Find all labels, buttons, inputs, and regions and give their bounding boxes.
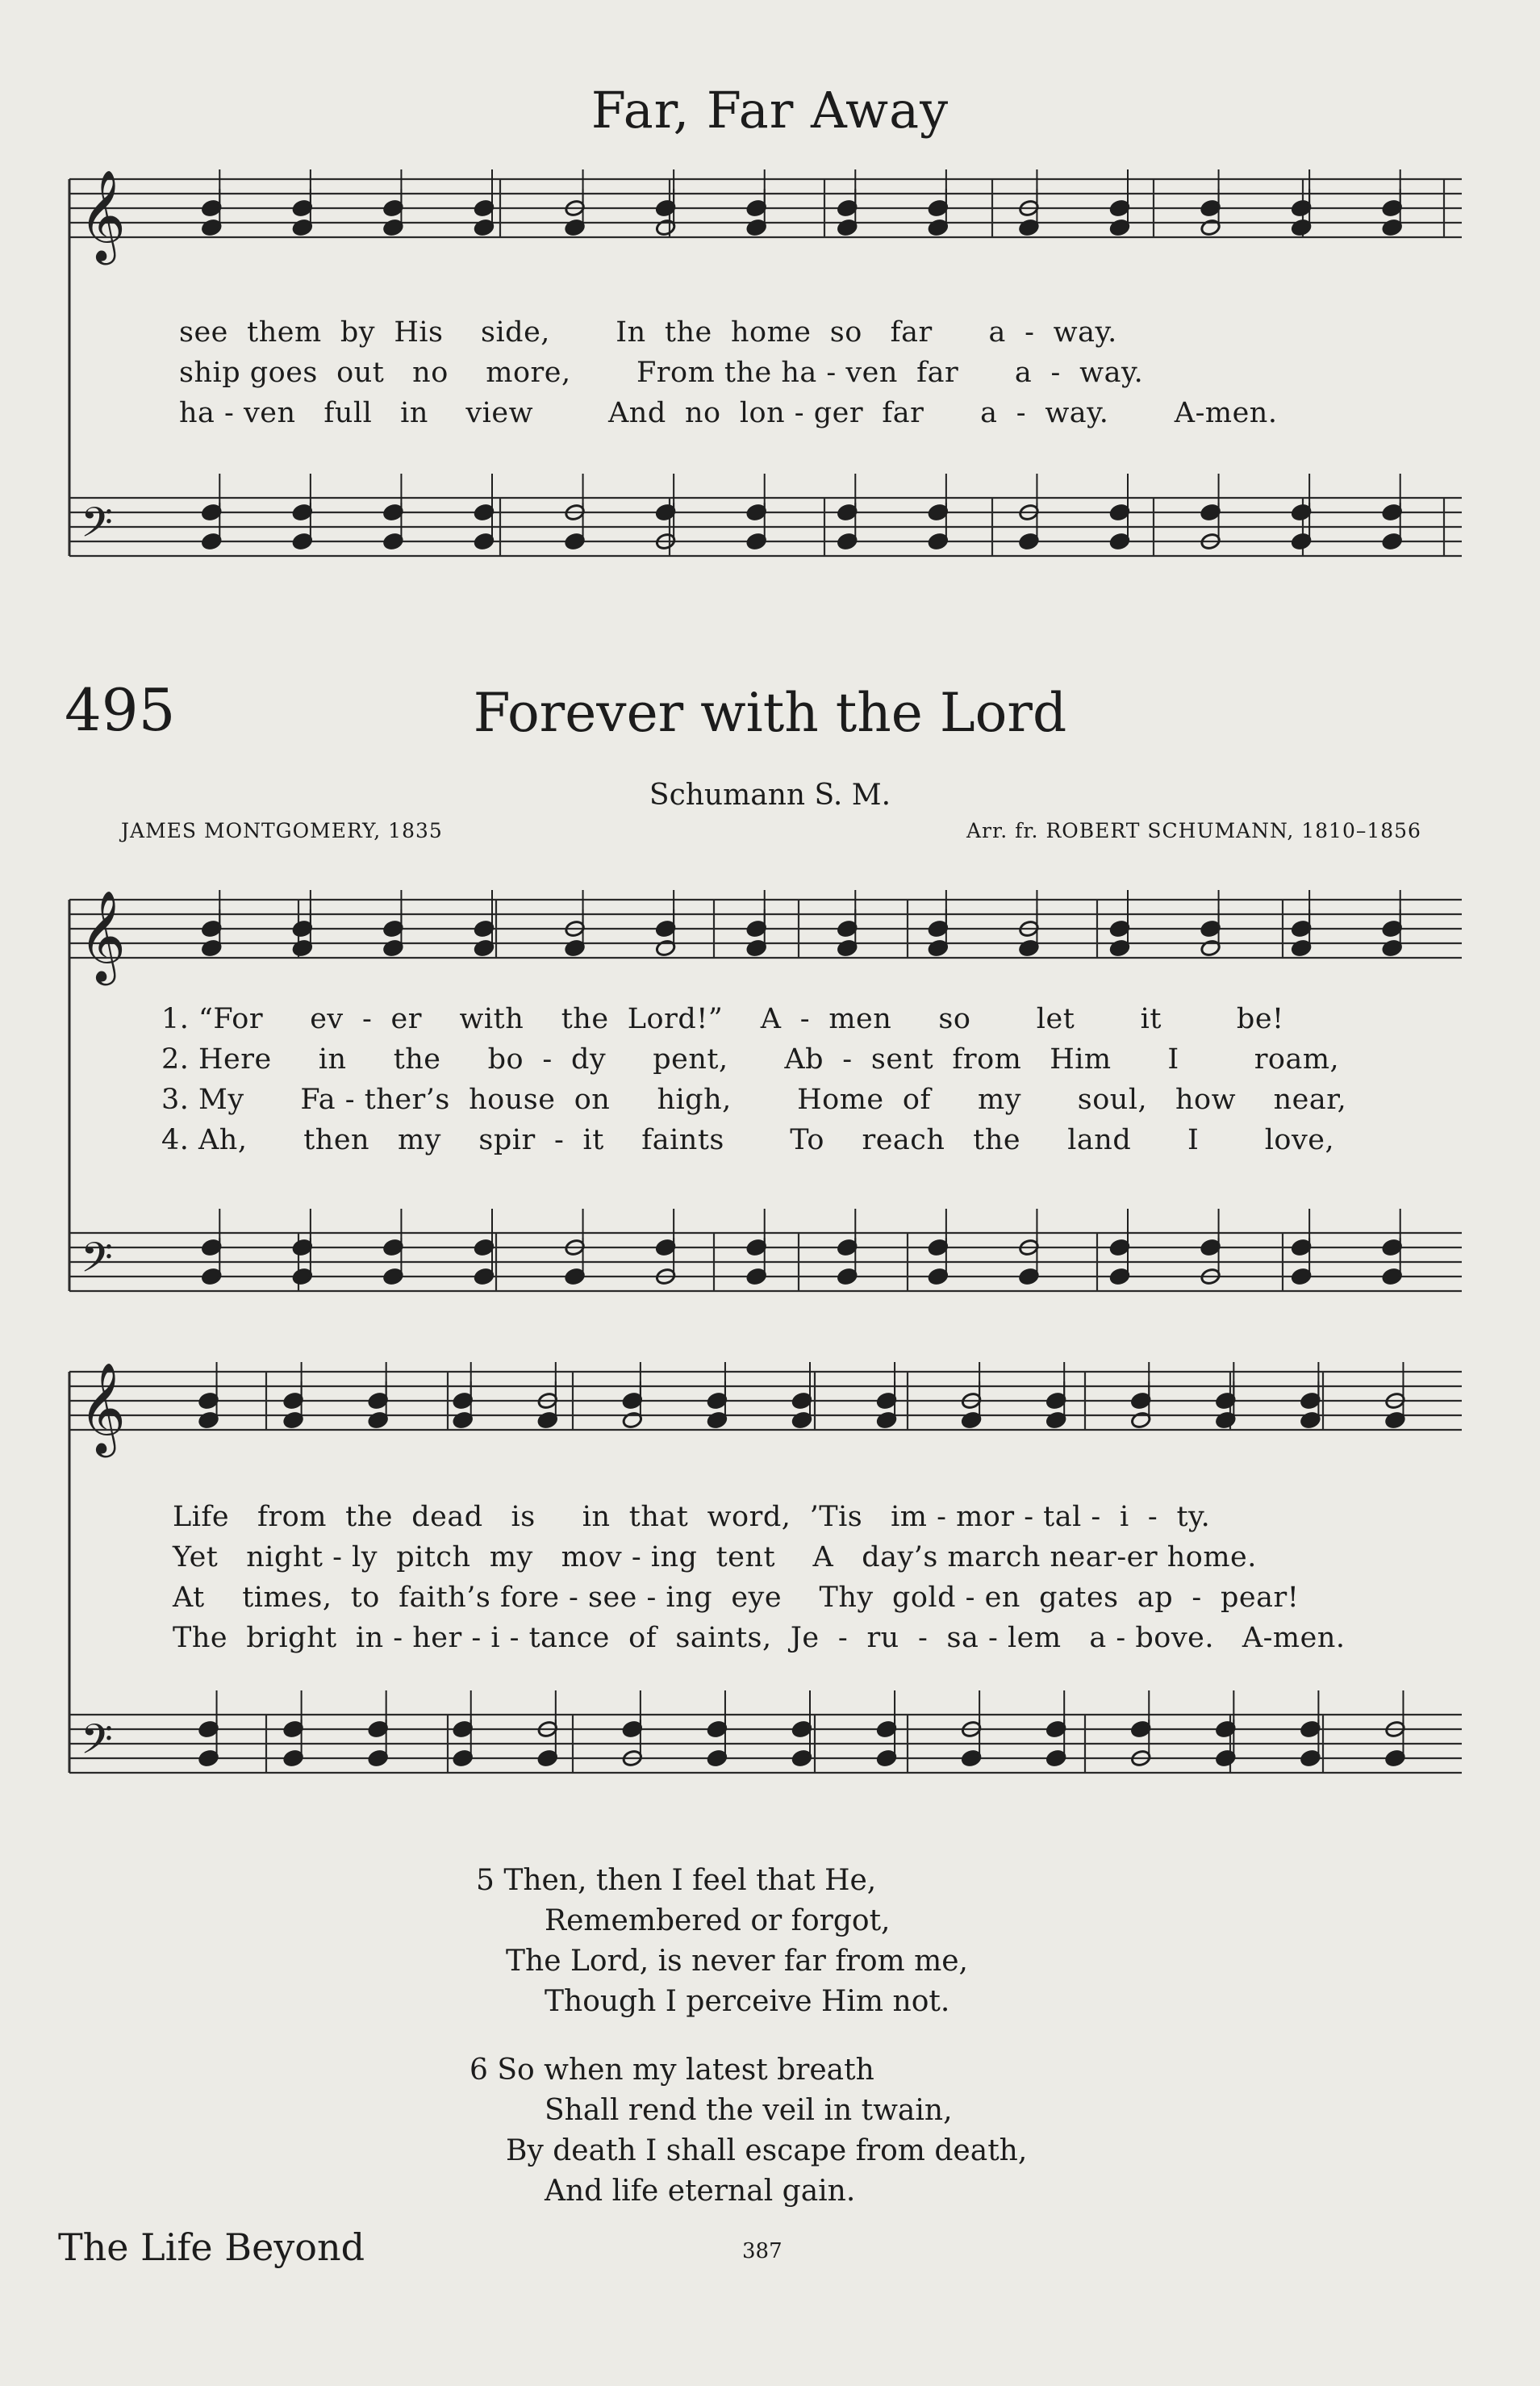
refrain-line-4: The bright in - her - i - tance of saints, Je - ru - sa - lem a - bove. A-men.: [173, 1622, 1346, 1654]
verse-line-1: 1. “For ev - er with the Lord!” A - men so let it be!: [161, 1003, 1284, 1035]
refrain-line-2: Yet night - ly pitch my mov - ing tent A day’s march near-er home.: [173, 1541, 1257, 1573]
verse-5-line-2: Remembered or forgot,: [545, 1904, 891, 1937]
verse-6-line-1: 6 So when my latest breath: [470, 2054, 874, 2087]
verse-line-3: 3. My Fa - ther’s house on high, Home of my soul, how near,: [161, 1084, 1347, 1116]
prev-lyric-line-1: see them by His side, In the home so far a - way.: [179, 316, 1117, 349]
refrain-line-1: Life from the dead is in that word, ’Tis im - mor - tal - i - ty.: [173, 1501, 1211, 1533]
prev-hymn-title: Far, Far Away: [591, 81, 949, 140]
treble-clef-icon: 𝄞: [79, 169, 126, 261]
verse-6-line-3: By death I shall escape from death,: [506, 2134, 1028, 2167]
section-title: The Life Beyond: [58, 2225, 365, 2269]
treble-clef-icon: 𝄞: [79, 890, 126, 982]
verse-5-line-1: 5 Then, then I feel that He,: [476, 1864, 877, 1897]
tune-name: Schumann S. M.: [649, 779, 891, 812]
verse-5-line-4: Though I perceive Him not.: [545, 1985, 950, 2018]
hymn-title: Forever with the Lord: [473, 682, 1067, 744]
hymn-number: 495: [65, 676, 176, 744]
verse-line-2: 2. Here in the bo - dy pent, Ab - sent from Him I roam,: [161, 1043, 1340, 1076]
prev-lyric-line-2: ship goes out no more, From the ha - ven far a - way.: [179, 357, 1144, 389]
composer-credit: Arr. fr. ROBERT SCHUMANN, 1810–1856: [966, 819, 1421, 842]
bass-clef-icon: 𝄢: [81, 498, 113, 557]
verse-6-line-4: And life eternal gain.: [545, 2175, 856, 2208]
prev-lyric-line-3: ha - ven full in view And no lon - ger far a - way. A-men.: [179, 397, 1278, 429]
page-number: 387: [742, 2239, 783, 2263]
bass-clef-icon: 𝄢: [81, 1233, 113, 1292]
verse-6-line-2: Shall rend the veil in twain,: [545, 2094, 953, 2127]
refrain-line-3: At times, to faith’s fore - see - ing eye Thy gold - en gates ap - pear!: [173, 1582, 1300, 1614]
author-credit: JAMES MONTGOMERY, 1835: [121, 819, 443, 842]
bass-clef-icon: 𝄢: [81, 1715, 113, 1774]
verse-5-line-3: The Lord, is never far from me,: [506, 1945, 968, 1978]
verse-line-4: 4. Ah, then my spir - it faints To reach the land I love,: [161, 1124, 1335, 1156]
treble-clef-icon: 𝄞: [79, 1362, 126, 1454]
